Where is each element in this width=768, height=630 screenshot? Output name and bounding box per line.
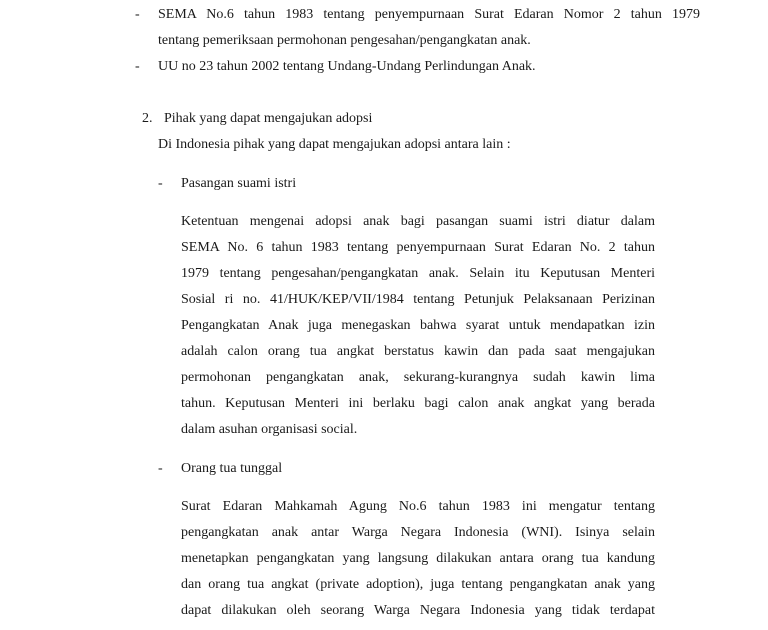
paragraph-line: Pengangkatan Anak juga menegaskan bahwa syarat untuk mendapatkan izin (181, 318, 655, 333)
subsection-bullet: - (158, 461, 163, 476)
paragraph-line: Sosial ri no. 41/HUK/KEP/VII/1984 tentang Petunjuk Pelaksanaan Perizinan (181, 292, 655, 307)
paragraph-line: pengangkatan anak antar Warga Negara Indonesia (WNI). Isinya selain (181, 525, 655, 540)
list-item-line: SEMA No.6 tahun 1983 tentang penyempurnaan Surat Edaran Nomor 2 tahun 1979 (158, 7, 700, 22)
paragraph-line: dalam asuhan organisasi social. (181, 422, 358, 437)
subsection-bullet: - (158, 176, 163, 191)
section-number: 2. (142, 111, 153, 126)
list-item-line: tentang pemeriksaan permohonan pengesahan/pengangkatan anak. (158, 33, 531, 48)
subsection-title: Pasangan suami istri (181, 176, 297, 191)
paragraph-line: 1979 tentang pengesahan/pengangkatan anak. Selain itu Keputusan Menteri (181, 266, 655, 281)
paragraph-line: Ketentuan mengenai adopsi anak bagi pasangan suami istri diatur dalam (181, 214, 655, 229)
paragraph-line: Surat Edaran Mahkamah Agung No.6 tahun 1983 ini mengatur tentang (181, 499, 655, 514)
section-heading: Pihak yang dapat mengajukan adopsi (164, 111, 373, 126)
paragraph-line: SEMA No. 6 tahun 1983 tentang penyempurnaan Surat Edaran No. 2 tahun (181, 240, 655, 255)
paragraph-line: dan orang tua angkat (private adoption), juga tentang pengangkatan anak yang (181, 577, 655, 592)
list-item-line: UU no 23 tahun 2002 tentang Undang-Undang Perlindungan Anak. (158, 59, 536, 74)
list-bullet: - (135, 7, 140, 22)
paragraph-line: dapat dilakukan oleh seorang Warga Negara Indonesia yang tidak terdapat (181, 603, 655, 618)
paragraph-line: adalah calon orang tua angkat berstatus kawin dan pada saat mengajukan (181, 344, 655, 359)
section-intro: Di Indonesia pihak yang dapat mengajukan adopsi antara lain : (158, 137, 511, 152)
paragraph-line: permohonan pengangkatan anak, sekurang-kurangnya sudah kawin lima (181, 370, 655, 385)
subsection-title: Orang tua tunggal (181, 461, 283, 476)
paragraph-line: menetapkan pengangkatan yang langsung dilakukan antara orang tua kandung (181, 551, 655, 566)
paragraph-line: tahun. Keputusan Menteri ini berlaku bagi calon anak angkat yang berada (181, 396, 655, 411)
list-bullet: - (135, 59, 140, 74)
